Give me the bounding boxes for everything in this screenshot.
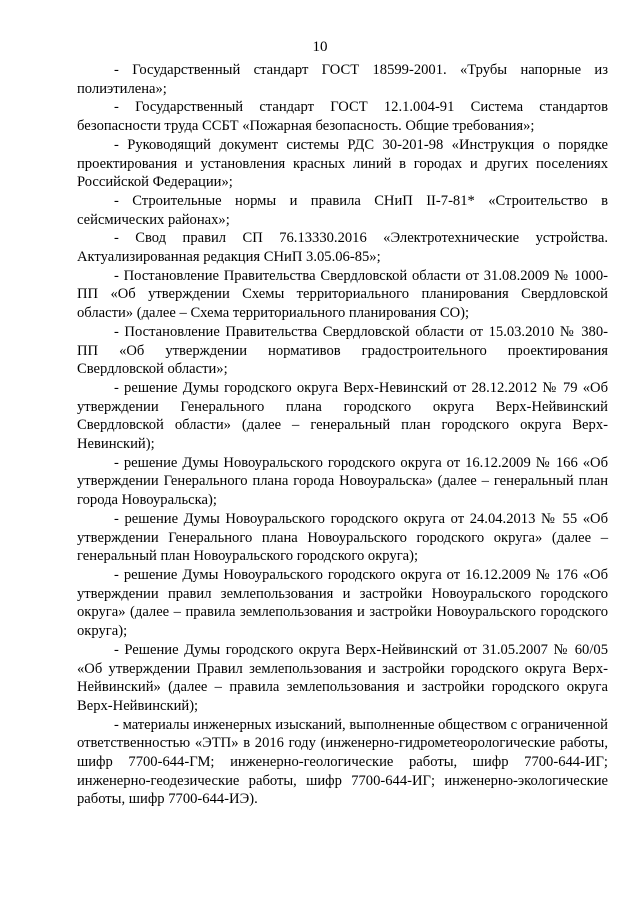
- regulatory-list: [77, 61, 608, 809]
- list-item-decision-55: - решение Думы Новоуральского городского округа от 24.04.2013 № 55 «Об утверждении Генерального плана Новоуральского городского округа» (далее – генеральный план Новоуральского городского округа);: [77, 510, 608, 565]
- list-item-decision-79: - решение Думы городского округа Верх-Невинский от 28.12.2012 № 79 «Об утверждении Генерального плана городского округа Верх-Нейвинский Свердловской области» (далее – генеральный план городского округа Верх-Невинский);: [77, 379, 608, 453]
- list-item-sp-76-13330: - Свод правил СП 76.13330.2016 «Электротехнические устройства. Актуализированная редакция СНиП 3.05.06-85»;: [77, 230, 608, 266]
- list-item-rds-30-201: - Руководящий документ системы РДС 30-201-98 «Инструкция о порядке проектирования и установления красных линий в городах и других поселениях Российской Федерации»;: [77, 136, 608, 191]
- list-item-decision-166: - решение Думы Новоуральского городского округа от 16.12.2009 № 166 «Об утверждении Генерального плана города Новоуральска» (далее – генеральный план города Новоуральска);: [77, 454, 608, 509]
- list-item-resolution-380-pp: - Постановление Правительства Свердловской области от 15.03.2010 № 380-ПП «Об утверждении нормативов градостроительного проектирования Свердловской области»;: [77, 323, 608, 378]
- list-item-snip-ii-7-81: - Строительные нормы и правила СНиП II-7-81* «Строительство в сейсмических районах»;: [77, 192, 608, 228]
- page-number: 10: [312, 39, 328, 55]
- list-item-gost-18599: - Государственный стандарт ГОСТ 18599-2001. «Трубы напорные из полиэтилена»;: [77, 62, 608, 97]
- list-item-decision-60-05: - Решение Думы городского округа Верх-Нейвинский от 31.05.2007 № 60/05 «Об утверждении Правил землепользования и застройки городского округа Верх-Нейвинский» (далее – правила землепользования и застройки городского округа Верх-Нейвинский);: [77, 641, 608, 714]
- list-item-survey-materials: - материалы инженерных изысканий, выполненные обществом с ограниченной ответственностью «ЭТП» в 2016 году (инженерно-гидрометеорологические работы, шифр 7700-644-ГМ; инженерно-геологические работы, шифр 7700-644-ИГ; инженерно-геодезические работы, шифр 7700-644-ИГ; инженерно-экологические работы, шифр 7700-644-ИЭ).: [77, 716, 608, 808]
- list-item-gost-12-1-004: - Государственный стандарт ГОСТ 12.1.004-91 Система стандартов безопасности труда ССБТ «Пожарная безопасность. Общие требования»;: [77, 99, 608, 135]
- list-item-resolution-1000-pp: - Постановление Правительства Свердловской области от 31.08.2009 № 1000-ПП «Об утверждении Схемы территориального планирования Свердловской области» (далее – Схема территориального планирования СО);: [77, 267, 608, 322]
- list-item-decision-176: - решение Думы Новоуральского городского округа от 16.12.2009 № 176 «Об утверждении правил землепользования и застройки Новоуральского городского округа» (далее – правила землепользования и застройки Новоуральского городского округа);: [77, 566, 608, 640]
